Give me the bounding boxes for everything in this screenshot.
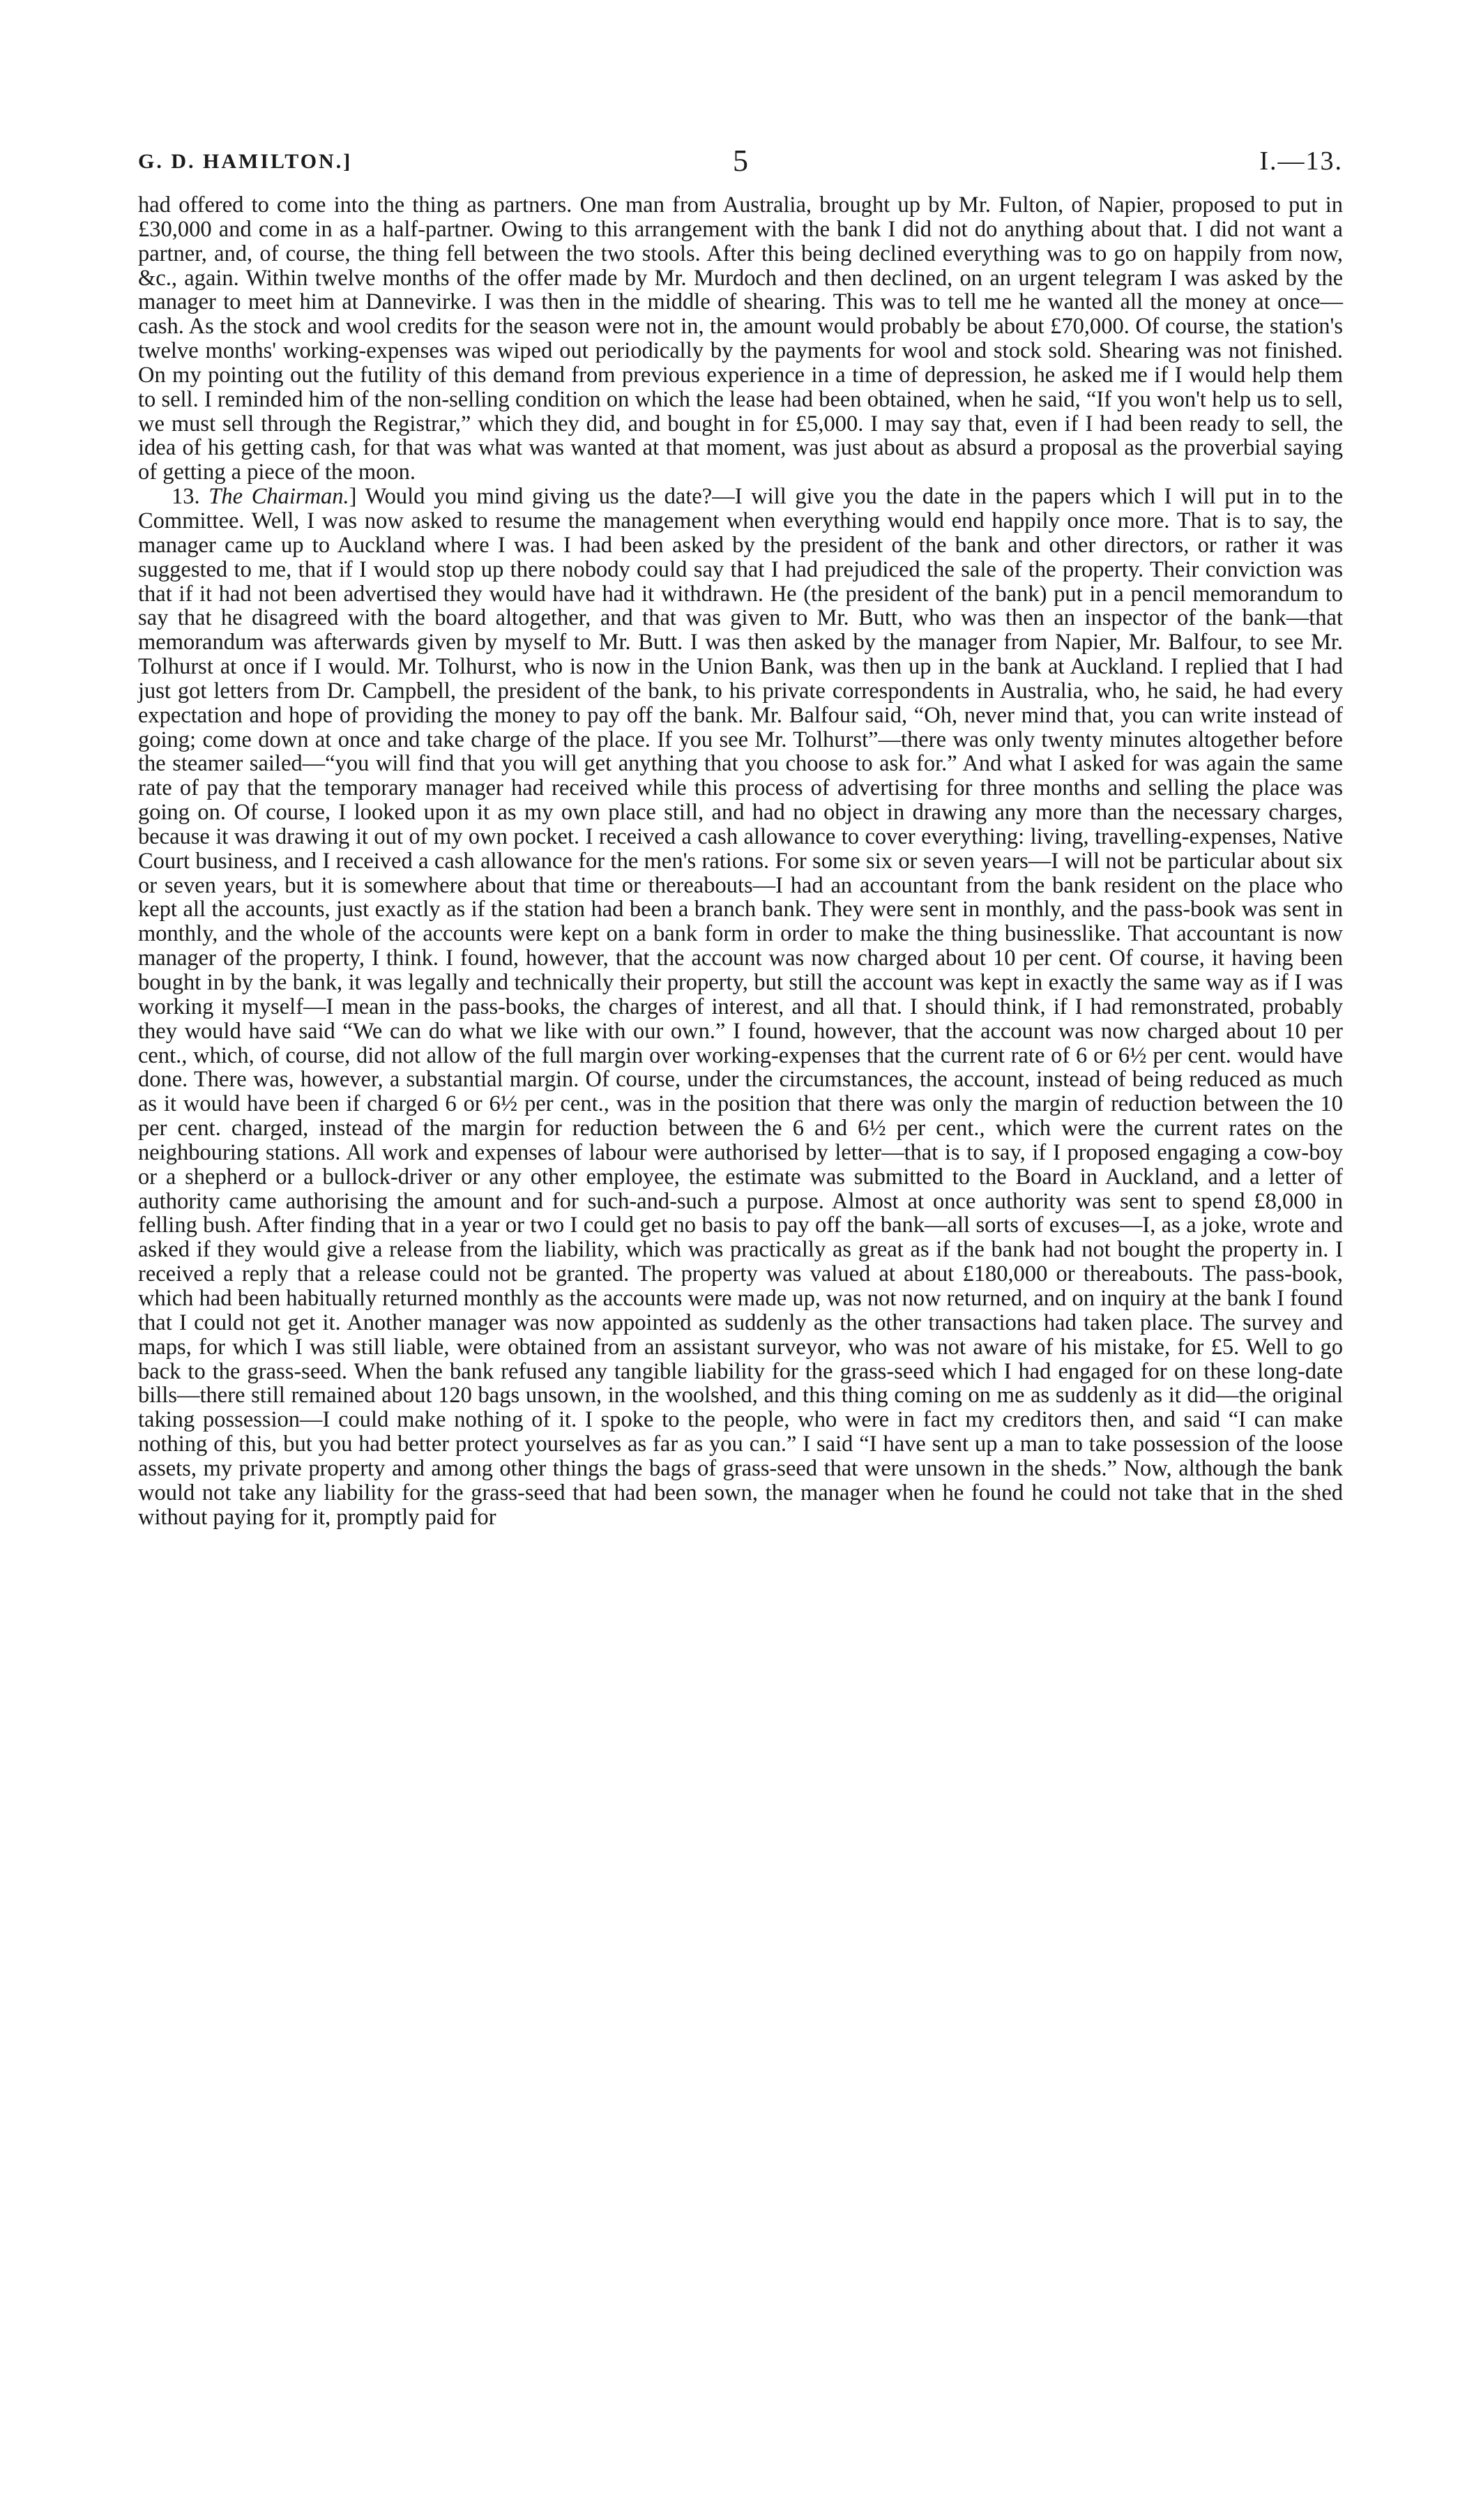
paragraph-13 bbox=[138, 485, 1343, 1529]
paragraph-number: 13. bbox=[172, 484, 200, 510]
document-reference: I.—13. bbox=[1259, 146, 1343, 176]
page-header bbox=[138, 143, 1343, 185]
paragraph-continuation: had offered to come into the thing as partners. One man from Australia, brought up by Mr. Fulton, of Napier, proposed to put in £30,000 and come in as a half-partner. Owing to this arrangement with the bank I did not do anything about that. I did not want a partner, and, of course, the thing fell between the two stools. After this being declined everything was to go on happily from now, &c., again. Within twelve months of the offer made by Mr. Murdoch and then declined, on an urgent telegram I was asked by the manager to meet him at Dannevirke. I was then in the middle of shearing. This was to tell me he wanted all the money at once—cash. As the stock and wool credits for the season were not in, the amount would probably be about £70,000. Of course, the station's twelve months' working-expenses was wiped out periodically by the payments for wool and stock sold. Shearing was not finished. On my pointing out the futility of this demand from previous experience in a time of depression, he asked me if I would help them to sell. I reminded him of the non-selling condition on which the lease had been obtained, when he said, “If you won't help us to sell, we must sell through the Registrar,” which they did, and bought in for £5,000. I may say that, even if I had been ready to sell, the idea of his getting cash, for that was what was wanted at that moment, was just about as absurd a proposal as the proverbial saying of getting a piece of the moon. bbox=[138, 192, 1343, 485]
body-text bbox=[138, 193, 1343, 1529]
answer-text: —I will give you the date in the papers which I will put in to the Committee. Well, I was now asked to resume the management when everything would end happily once more. That is to say, the manager came up to Auckland where I was. I had been asked by the president of the bank and other directors, or rather it was suggested to me, that if I would stop up there nobody could say that I had prejudiced the sale of the property. Their conviction was that if it had not been advertised they would have had it withdrawn. He (the president of the bank) put in a pencil memorandum to say that he disagreed with the board altogether, and that was given to Mr. Butt, who was then an inspector of the bank—that memorandum was afterwards given by myself to Mr. Butt. I was then asked by the manager from Napier, Mr. Balfour, to see Mr. Tolhurst at once if I would. Mr. Tolhurst, who is now in the Union Bank, was then up in the bank at Auckland. I replied that I had just got letters from Dr. Campbell, the president of the bank, to his private correspondents in Australia, who, he said, he had every expectation and hope of providing the money to pay off the bank. Mr. Balfour said, “Oh, never mind that, you can write instead of going; come down at once and take charge of the place. If you see Mr. Tolhurst”—there was only twenty minutes altogether before the steamer sailed—“you will find that you will get anything that you choose to ask for.” And what I asked for was again the same rate of pay that the temporary manager had received while this process of advertising for three months and selling the place was going on. Of course, I looked upon it as my own place still, and had no object in drawing any more than the necessary charges, because it was drawing it out of my own pocket. I received a cash allowance to cover everything: living, travelling-expenses, Native Court business, and I received a cash allowance for the men's rations. For some six or seven years—I will not be particular about six or seven years, but it is somewhere about that time or thereabouts—I had an accountant from the bank resident on the place who kept all the accounts, just exactly as if the station had been a branch bank. They were sent in monthly, and the pass-book was sent in monthly, and the whole of the accounts were kept on a bank form in order to make the thing businesslike. That accountant is now manager of the property, I think. I found, however, that the account was now charged about 10 per cent. Of course, it having been bought in by the bank, it was legally and technically their property, but still the account was kept in exactly the same way as if I was working it myself—I mean in the pass-books, the charges of interest, and all that. I should think, if I had remonstrated, probably they would have said “We can do what we like with our own.” I found, however, that the account was now charged about 10 per cent., which, of course, did not allow of the full margin over working-expenses that the current rate of 6 or 6½ per cent. would have done. There was, however, a substantial margin. Of course, under the circumstances, the account, instead of being reduced as much as it would have been if charged 6 or 6½ per cent., was in the position that there was only the margin of reduction between the 10 per cent. charged, instead of the margin for reduction between the 6 and 6½ per cent., which were the current rates on the neighbouring stations. All work and expenses of labour were authorised by letter—that is to say, if I proposed engaging a cow-boy or a shepherd or a bullock-driver or any other employee, the estimate was submitted to the Board in Auckland, and a letter of authority came authorising the amount and for such-and-such a purpose. Almost at once authority was sent to spend £8,000 in felling bush. After finding that in a year or two I could get no basis to pay off the bank—all sorts of excuses—I, as a joke, wrote and asked if they would give a release from the liability, which was practically as great as if the bank had not bought the property in. I received a reply that a release could not be granted. The property was valued at about £180,000 or thereabouts. The pass-book, which had been habitually returned monthly as the accounts were made up, was not now returned, and on inquiry at the bank I found that I could not get it. Another manager was now appointed as suddenly as the other transactions had taken place. The survey and maps, for which I was still liable, were obtained from an assistant surveyor, who was not aware of his mistake, for £5. Well to go back to the grass-seed. When the bank refused any tangible liability for the grass-seed which I had engaged for on these long-date bills—there still remained about 120 bags unsown, in the woolshed, and this thing coming on me as suddenly as it did—the original taking possession—I could make nothing of it. I spoke to the people, who were in fact my creditors then, and said “I can make nothing of this, but you had better protect yourselves as far as you can.” I said “I have sent up a man to take possession of the loose assets, my private property and among other things the bags of grass-seed that were unsown in the sheds.” Now, although the bank would not take any liability for the grass-seed that had been sown, the manager when he found he could not take that in the shed without paying for it, promptly paid for bbox=[138, 484, 1344, 1530]
document-page bbox=[138, 143, 1343, 1529]
witness-name: G. D. HAMILTON.] bbox=[138, 150, 353, 173]
page-number: 5 bbox=[733, 144, 748, 178]
speaker-label: The Chairman. bbox=[208, 484, 349, 510]
question-text: ] Would you mind giving us the date? bbox=[349, 484, 713, 510]
